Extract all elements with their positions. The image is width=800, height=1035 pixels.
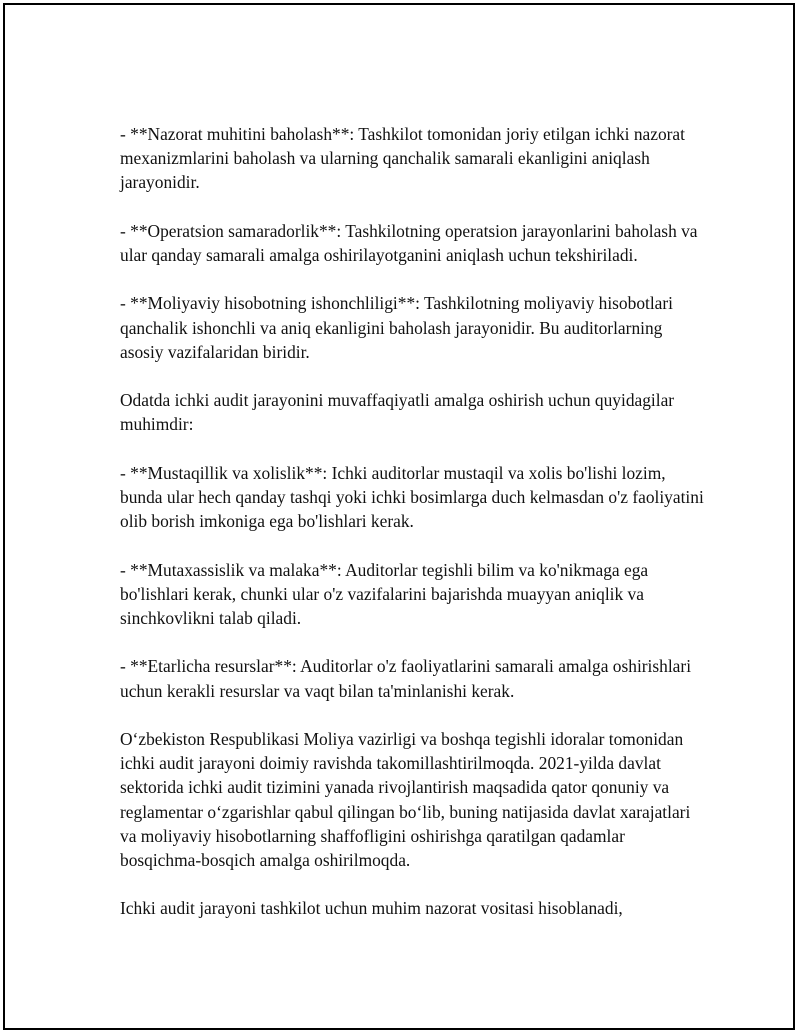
paragraph-operatsion-samaradorlik: - **Operatsion samaradorlik**: Tashkilotning operatsion jarayonlarini baholash va ular qanday samarali amalga oshirilayotganini aniqlash uchun tekshiriladi. [120,220,698,265]
document-body [120,122,710,921]
paragraph-mutaxassislik: - **Mutaxassislik va malaka**: Auditorlar tegishli bilim va ko'nikmaga ega bo'lishlari kerak, chunki ular o'z vazifalarini bajarishda muayyan aniqlik va sinchkovlikni talab qiladi. [120,559,649,628]
document-page [3,3,795,1030]
paragraph-resurslar: - **Etarlicha resurslar**: Auditorlar o'z faoliyatlarini samarali amalga oshirishlari uchun kerakli resurslar va vaqt bilan ta'minlanishi kerak. [120,656,692,701]
paragraph-mustaqillik: - **Mustaqillik va xolislik**: Ichki auditorlar mustaqil va xolis bo'lishi lozim, bunda ular hech qanday tashqi yoki ichki bosimlarga duch kelmasdan o'z faoliyatini olib borish imkoniga ega bo'lishlari kerak. [120,462,704,532]
paragraph-moliyaviy-hisobot: - **Moliyaviy hisobotning ishonchliligi**: Tashkilotning moliyaviy hisobotlari qanchalik ishonchli va aniq ekanligini baholash jarayonidir. Bu auditorlarning asosiy vazifalaridan biridir. [120,293,674,362]
paragraph-intro-requirements: Odatda ichki audit jarayonini muvaffaqiyatli amalga oshirish uchun quyidagilar muhimdir: [120,390,675,435]
paragraph-conclusion: Ichki audit jarayoni tashkilot uchun muhim nazorat vositasi hisoblanadi, [120,898,623,919]
paragraph-nazorat-muhiti: - **Nazorat muhitini baholash**: Tashkilot tomonidan joriy etilgan ichki nazorat mexanizmlarini baholash va ularning qanchalik samarali ekanligini aniqlash jarayonidir. [120,124,685,193]
paragraph-moliya-vazirligi: O‘zbekiston Respublikasi Moliya vazirligi va boshqa tegishli idoralar tomonidan ichki audit jarayoni doimiy ravishda takomillashtirilmoqda. 2021-yilda davlat sektorida ichki audit tizimini yanada rivojlantirish maqsadida qator qonuniy va reglamentar o‘zgarishlar qabul qilingan bo‘lib, buning natijasida davlat xarajatlari va moliyaviy hisobotlarning shaffofligini oshirishga qaratilgan qadamlar bosqichma-bosqich amalga oshirilmoqda. [120,728,691,870]
